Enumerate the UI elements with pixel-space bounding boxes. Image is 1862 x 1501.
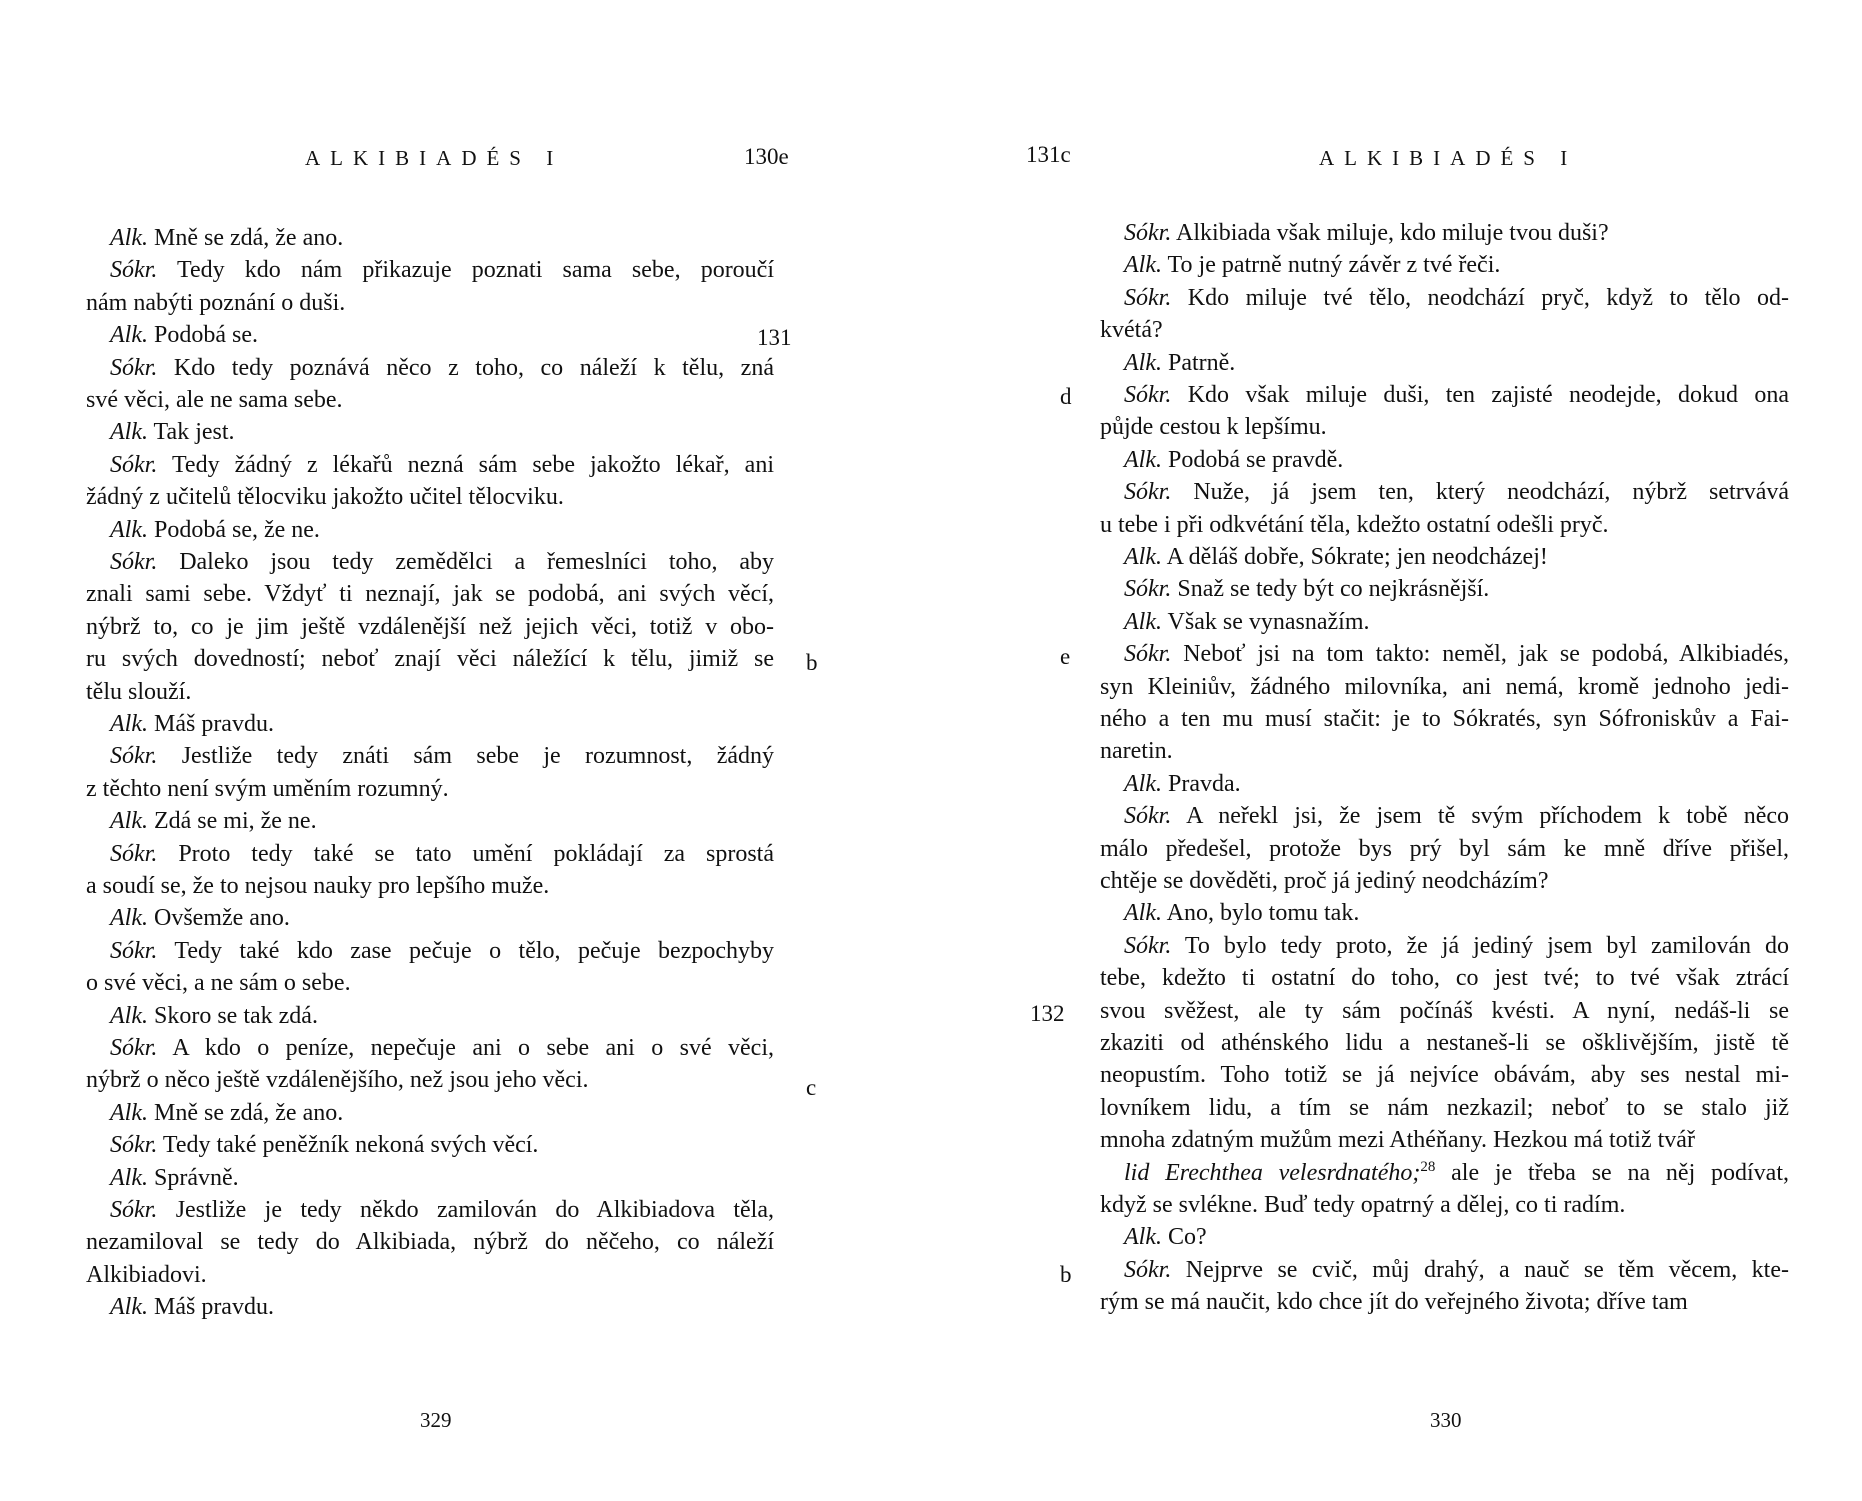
speaker-label: Sókr.: [110, 840, 158, 867]
speaker-label: Alk.: [110, 419, 148, 446]
text-line: [86, 254, 774, 287]
speaker-label: Sókr.: [1124, 382, 1172, 408]
speaker-label: Sókr.: [1124, 641, 1172, 668]
text-line: [86, 643, 774, 676]
text-line: [86, 578, 774, 611]
speaker-label: Sókr.: [110, 451, 158, 478]
speaker-label: Alk.: [1124, 544, 1162, 570]
text-line: [86, 1064, 774, 1097]
line-text: Podobá se, že ne.: [147, 516, 320, 543]
text-line: [86, 611, 774, 644]
text-line: [1100, 1189, 1789, 1222]
line-text: znali sami sebe. Vždyť ti neznají, jak se podobá, ani svých věcí,: [86, 581, 774, 608]
line-text: Správně.: [147, 1164, 239, 1191]
speaker-label: Alk.: [1124, 349, 1162, 376]
right-page: [931, 0, 1862, 1501]
line-text: Podobá se pravdě.: [1161, 446, 1344, 473]
right-stephanus-marker-d: d: [1060, 384, 1072, 409]
text-line: [1100, 249, 1789, 282]
text-line: [1100, 703, 1789, 736]
line-text: Alkibiadovi.: [86, 1261, 207, 1288]
line-text: málo předešel, protože bys prý byl sám ke mně dříve přišel,: [1100, 835, 1789, 862]
text-line: [1100, 800, 1789, 833]
right-running-head: ALKIBIADÉS I: [1319, 146, 1578, 170]
text-line: [1100, 314, 1789, 347]
right-page-number: 330: [1430, 1408, 1462, 1432]
line-text: Nejprve se cvič, můj drahý, a nauč se těm věcem, kte-: [1171, 1256, 1789, 1283]
line-text: To je patrně nutný závěr z tvé řeči.: [1161, 252, 1501, 279]
text-line: [1100, 995, 1789, 1028]
text-line: [86, 449, 774, 482]
speaker-label: Sókr.: [1124, 803, 1172, 830]
text-line: [86, 514, 774, 547]
line-text: rým se má naučit, kdo chce jít do veřejného života; dříve tam: [1100, 1289, 1688, 1316]
line-text: To bylo tedy proto, že já jediný jsem byl zamilován do: [1171, 932, 1789, 959]
right-stephanus-marker-e: e: [1060, 644, 1071, 669]
left-stephanus-marker-c: c: [806, 1075, 817, 1100]
speaker-label: Alk.: [1124, 446, 1162, 473]
line-text: zkaziti od athénského lidu a nestaneš-li se ošklivějším, jistě tě: [1100, 1030, 1789, 1056]
speaker-label: Sókr.: [110, 1197, 158, 1223]
speaker-label: Alk.: [110, 1099, 148, 1126]
line-text: když se svlékne. Buď tedy opatrný a dělej, co ti radím.: [1100, 1192, 1626, 1218]
line-text: A neřekl jsi, že jsem tě svým příchodem k tobě něco: [1171, 803, 1789, 830]
speaker-label: Sókr.: [110, 1035, 158, 1061]
text-line: [1100, 606, 1789, 639]
line-text: A kdo o peníze, nepečuje ani o sebe ani o své věci,: [157, 1035, 774, 1061]
speaker-label: Sókr.: [110, 937, 158, 964]
line-text: Tak jest.: [147, 419, 235, 446]
line-text: tělu slouží.: [86, 678, 192, 705]
italic-quotation: lid Erechthea velesrdnatého;: [1124, 1159, 1421, 1186]
speaker-label: Sókr.: [110, 1132, 158, 1159]
line-text: Ano, bylo tomu tak.: [1161, 900, 1360, 927]
text-line: [1100, 379, 1789, 412]
line-text: svou svěžest, ale ty sám počínáš kvésti. A nyní, nedáš-li se: [1100, 997, 1789, 1024]
line-text: Jestliže je tedy někdo zamilován do Alkibiadova těla,: [157, 1197, 774, 1223]
speaker-label: Sókr.: [1124, 932, 1172, 959]
text-line: [1100, 735, 1789, 768]
speaker-label: Sókr.: [110, 257, 158, 284]
line-text: Jestliže tedy znáti sám sebe je rozumnost, žádný: [157, 743, 774, 770]
text-line: [1100, 1286, 1789, 1319]
text-line: [86, 1226, 774, 1259]
line-text: z těchto není svým uměním rozumný.: [86, 775, 449, 802]
text-line: [86, 287, 774, 320]
text-line: [1100, 671, 1789, 704]
text-line: [1100, 1221, 1789, 1254]
text-line: [86, 708, 774, 741]
speaker-label: Alk.: [110, 1002, 148, 1029]
speaker-label: Sókr.: [1124, 220, 1172, 246]
line-text: Tedy také kdo zase pečuje o tělo, pečuje bezpochyby: [157, 937, 774, 964]
line-text: nýbrž to, co je jim ještě vzdálenější než jejich věci, totiž v obo-: [86, 613, 774, 640]
line-text: žádný z učitelů tělocviku jakožto učitel tělocviku.: [86, 484, 564, 511]
text-line: [1100, 217, 1789, 250]
line-text: Co?: [1161, 1224, 1207, 1251]
speaker-label: Alk.: [110, 516, 148, 543]
text-line: [1100, 347, 1789, 380]
line-text: půjde cestou k lepšímu.: [1100, 414, 1327, 441]
text-line: [1100, 541, 1789, 574]
line-text: Kdo tedy poznává něco z toho, co náleží k tělu, zná: [157, 354, 774, 381]
text-line: [86, 740, 774, 773]
left-top-stephanus-marker: 130e: [744, 144, 789, 169]
text-line: [86, 1291, 774, 1324]
line-text: Patrně.: [1161, 349, 1236, 376]
line-text: Kdo však miluje duši, ten zajisté neodejde, dokud ona: [1171, 382, 1789, 408]
text-line: [86, 1032, 774, 1065]
line-text: ru svých dovedností; neboť znají věci náležící k tělu, jimiž se: [86, 646, 774, 673]
text-line: [1100, 768, 1789, 801]
line-text: Tedy také peněžník nekoná svých věcí.: [157, 1132, 539, 1159]
right-top-stephanus-marker: 131c: [1026, 142, 1071, 167]
text-line: [86, 1259, 774, 1292]
text-line: [86, 805, 774, 838]
text-line: [86, 773, 774, 806]
line-text: své věci, ale ne sama sebe.: [86, 387, 343, 413]
line-text: tebe, kdežto ti ostatní do toho, co jest tvé; to tvé však ztrácí: [1100, 965, 1789, 992]
text-line: [86, 935, 774, 968]
line-text: syn Kleiniův, žádného milovníka, ani nemá, kromě jednoho jedi-: [1100, 673, 1789, 700]
text-line: [1100, 509, 1789, 542]
left-running-head: ALKIBIADÉS I: [305, 146, 564, 170]
line-text: ného a ten mu musí stačit: je to Sókratés, syn Sófroniskův a Fai-: [1100, 706, 1789, 732]
line-text: Alkibiada však miluje, kdo miluje tvou duši?: [1171, 220, 1609, 246]
line-text: Skoro se tak zdá.: [147, 1002, 318, 1029]
line-text: Proto tedy také se tato umění pokládají za sprostá: [157, 840, 774, 867]
text-line: [1100, 833, 1789, 866]
text-line: [86, 1129, 774, 1162]
speaker-label: Alk.: [110, 711, 148, 737]
text-line: [1100, 897, 1789, 930]
speaker-label: Alk.: [110, 808, 148, 835]
text-line: [86, 902, 774, 935]
line-text: lovníkem lidu, a tím se nám nezkazil; neboť to se stalo již: [1100, 1094, 1789, 1121]
line-text: nezamiloval se tedy do Alkibiada, nýbrž do něčeho, co náleží: [86, 1229, 774, 1256]
line-text: Zdá se mi, že ne.: [147, 808, 317, 835]
left-stephanus-marker-131: 131: [757, 325, 792, 350]
text-line: [1100, 1254, 1789, 1287]
line-text: Nuže, já jsem ten, který neodchází, nýbrž setrvává: [1171, 479, 1789, 506]
speaker-label: Sókr.: [110, 743, 158, 770]
speaker-label: Alk.: [110, 905, 148, 932]
line-text: Mně se zdá, že ano.: [147, 225, 344, 251]
text-line: [1100, 865, 1789, 898]
text-line: [86, 1000, 774, 1033]
line-text: u tebe i při odkvétání těla, kdežto ostatní odešli pryč.: [1100, 511, 1609, 538]
text-line: [86, 870, 774, 903]
text-line: [1100, 476, 1789, 509]
text-line: [86, 384, 774, 417]
line-text: neopustím. Toho totiž se já nejvíce obávám, aby ses nestal mi-: [1100, 1062, 1789, 1089]
text-line: [86, 1162, 774, 1195]
speaker-label: Alk.: [1124, 252, 1162, 279]
text-line: [1100, 444, 1789, 477]
text-line: [1100, 1157, 1789, 1190]
speaker-label: Sókr.: [1124, 284, 1172, 311]
line-text: kvétá?: [1100, 317, 1163, 344]
left-stephanus-marker-b: b: [806, 650, 818, 675]
text-line: [86, 838, 774, 871]
speaker-label: Alk.: [1124, 770, 1162, 797]
right-stephanus-marker-132: 132: [1030, 1001, 1065, 1026]
text-line: [1100, 962, 1789, 995]
text-line: [86, 222, 774, 255]
text-line: [86, 352, 774, 385]
speaker-label: Alk.: [110, 1164, 148, 1191]
text-line: [1100, 1059, 1789, 1092]
footnote-reference[interactable]: 28: [1420, 1158, 1436, 1175]
line-text: Ovšemže ano.: [147, 905, 290, 932]
text-line: [86, 676, 774, 709]
text-line: [86, 416, 774, 449]
line-text: Kdo miluje tvé tělo, neodchází pryč, když to tělo od-: [1171, 284, 1789, 311]
speaker-label: Alk.: [1124, 900, 1162, 927]
text-line: [86, 1097, 774, 1130]
line-text: A děláš dobře, Sókrate; jen neodcházej!: [1161, 544, 1548, 570]
speaker-label: Alk.: [1124, 608, 1162, 635]
text-line: [1100, 282, 1789, 315]
line-text: Snaž se tedy být co nejkrásnější.: [1171, 576, 1490, 603]
line-text: Daleko jsou tedy zemědělci a řemeslníci toho, aby: [157, 549, 774, 575]
line-text: a soudí se, že to nejsou nauky pro lepšího muže.: [86, 873, 550, 899]
line-text: chtěje se dověděti, proč já jediný neodcházím?: [1100, 868, 1549, 894]
line-text: Máš pravdu.: [147, 1294, 274, 1321]
text-line: [86, 967, 774, 1000]
speaker-label: Alk.: [1124, 1224, 1162, 1251]
line-text: nám nabýti poznání o duši.: [86, 289, 346, 316]
speaker-label: Sókr.: [110, 354, 158, 381]
line-text: mnoha zdatným mužům mezi Athéňany. Hezkou má totiž tvář: [1100, 1127, 1695, 1154]
speaker-label: Sókr.: [1124, 1256, 1172, 1283]
text-line: [1100, 1124, 1789, 1157]
line-text: Neboť jsi na tom takto: neměl, jak se podobá, Alkibiadés,: [1171, 641, 1789, 668]
speaker-label: Sókr.: [1124, 479, 1172, 506]
line-text: Podobá se.: [147, 322, 258, 349]
text-line: [86, 319, 774, 352]
text-line: [86, 546, 774, 579]
speaker-label: Alk.: [110, 225, 148, 251]
text-line: [1100, 1092, 1789, 1125]
line-text: ale je třeba se na něj podívat,: [1435, 1159, 1790, 1186]
line-text: o své věci, a ne sám o sebe.: [86, 970, 351, 997]
speaker-label: Alk.: [110, 1294, 148, 1321]
text-line: [1100, 930, 1789, 963]
text-line: [86, 1194, 774, 1227]
line-text: naretin.: [1100, 738, 1173, 765]
text-line: [1100, 411, 1789, 444]
line-text: Však se vynasnažím.: [1161, 608, 1370, 635]
line-text: Pravda.: [1161, 770, 1241, 797]
text-line: [86, 481, 774, 514]
text-line: [1100, 638, 1789, 671]
line-text: nýbrž o něco ještě vzdálenějšího, než jsou jeho věci.: [86, 1067, 589, 1094]
line-text: Mně se zdá, že ano.: [147, 1099, 344, 1126]
left-page-number: 329: [420, 1408, 452, 1432]
line-text: Tedy kdo nám přikazuje poznati sama sebe, poroučí: [157, 257, 774, 284]
speaker-label: Alk.: [110, 322, 148, 349]
speaker-label: Sókr.: [110, 549, 158, 575]
speaker-label: Sókr.: [1124, 576, 1172, 603]
text-line: [1100, 1027, 1789, 1060]
text-line: [1100, 573, 1789, 606]
line-text: Máš pravdu.: [147, 711, 274, 737]
right-stephanus-marker-b: b: [1060, 1262, 1072, 1287]
line-text: Tedy žádný z lékařů nezná sám sebe jakožto lékař, ani: [157, 451, 774, 478]
